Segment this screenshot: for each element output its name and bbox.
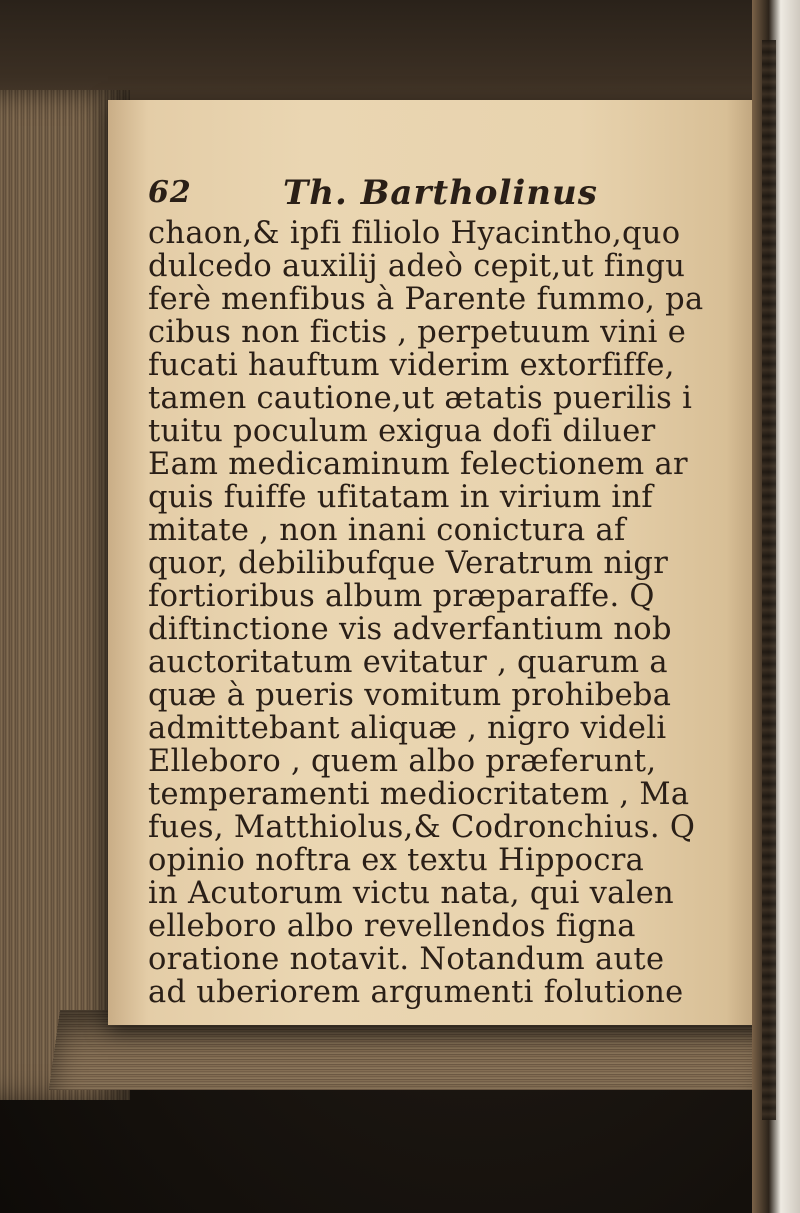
text-line: dulcedo auxilij adeò cepit,ut fingu xyxy=(148,249,686,284)
text-line: elleboro albo revellendos figna xyxy=(148,909,636,944)
text-line: Eam medicaminum felectionem ar xyxy=(148,447,688,482)
text-line: temperamenti mediocritatem , Ma xyxy=(148,777,690,812)
text-line: tuitu poculum exigua dofi diluer xyxy=(148,414,656,449)
running-head: Th. Bartholinus xyxy=(283,173,598,213)
page-header xyxy=(148,175,788,215)
text-line: ad uberiorem argumenti folutione xyxy=(148,975,684,1010)
page-number: 62 xyxy=(148,175,192,210)
text-line: in Acutorum victu nata, qui valen xyxy=(148,876,675,911)
text-line: opinio noftra ex textu Hippocra xyxy=(148,843,645,878)
text-line: admittebant aliquæ , nigro videli xyxy=(148,711,667,746)
text-line: cibus non fictis , perpetuum vini e xyxy=(148,315,687,350)
text-line: quis fuiffe ufitatam in virium inf xyxy=(148,480,654,515)
text-line: chaon,& ipfi filiolo Hyacintho,quo xyxy=(148,216,681,251)
text-line: tamen cautione,ut ætatis puerilis i xyxy=(148,381,693,416)
text-line: quor, debilibufque Veratrum nigr xyxy=(148,546,669,581)
page-text-block xyxy=(148,175,788,1009)
text-line: diftinctione vis adverfantium nob xyxy=(148,612,672,647)
text-line: auctoritatum evitatur , quarum a xyxy=(148,645,668,680)
text-line: oratione notavit. Notandum aute xyxy=(148,942,665,977)
text-line: fortioribus album præparaffe. Q xyxy=(148,579,655,614)
text-line: quæ à pueris vomitum prohibeba xyxy=(148,678,672,713)
text-line: fucati hauftum viderim extorfiffe, xyxy=(148,348,675,383)
text-line: fues, Matthiolus,& Codronchius. Q xyxy=(148,810,696,845)
text-line: Elleboro , quem albo præferunt, xyxy=(148,744,657,779)
text-line: mitate , non inani conictura af xyxy=(148,513,626,548)
text-line: ferè menfibus à Parente fummo, pa xyxy=(148,282,704,317)
